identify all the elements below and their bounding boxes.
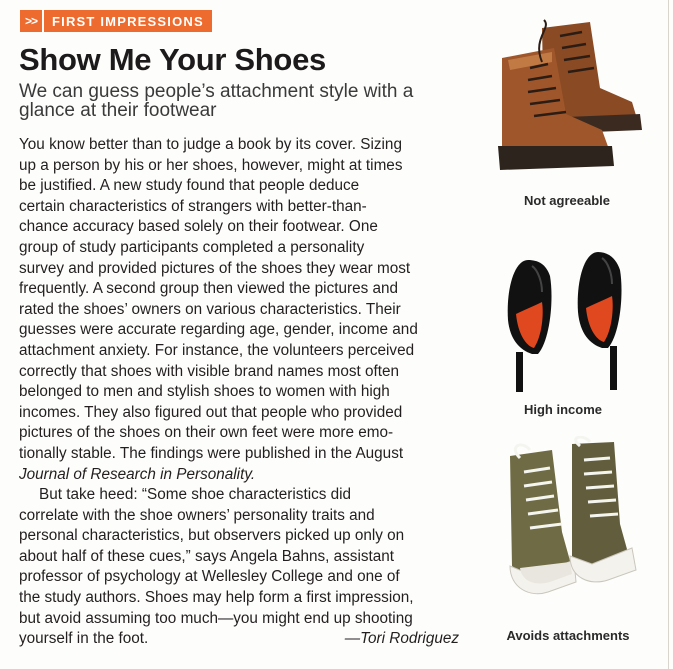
- black-heels-icon: [480, 230, 650, 400]
- body-line: tionally stable. The findings were published in the August: [19, 444, 404, 462]
- body-line: survey and provided pictures of the shoes they wear most: [19, 259, 411, 277]
- photo-caption: Not agreeable: [524, 193, 610, 208]
- page-edge-rule: [668, 0, 669, 669]
- body-line: correctly that shoes with visible brand names most often: [19, 362, 400, 380]
- photo-caption: Avoids attachments: [506, 628, 630, 643]
- body-line: correlate with the shoe owners’ personality traits and: [19, 506, 375, 524]
- photo-caption: High income: [523, 402, 602, 417]
- body-line: rated the shoes’ owners on various characteristics. Their: [19, 300, 401, 318]
- article-body: [19, 135, 459, 650]
- body-line: but avoid assuming too much—you might end up shooting: [19, 609, 413, 627]
- body-line: incomes. They also figured out that people who provided: [19, 403, 403, 421]
- headline: Show Me Your Shoes: [19, 42, 326, 77]
- body-line: be justified. A new study found that people deduce: [19, 177, 360, 195]
- journal-title: Journal of Research in Personality.: [19, 465, 256, 483]
- paragraph-1: [19, 135, 459, 485]
- body-line: belonged to men and stylish shoes to women with high: [19, 383, 390, 401]
- byline: —Tori Rodriguez: [344, 630, 459, 648]
- body-line: group of study participants completed a personality: [19, 238, 365, 256]
- body-line: chance accuracy based solely on their footwear. One: [19, 218, 378, 236]
- section-kicker: [20, 10, 212, 32]
- body-line: guesses were accurate regarding age, gender, income and: [19, 321, 418, 339]
- body-line: about half of these cues,” says Angela Bahns, assistant: [19, 547, 395, 565]
- body-line: frequently. A second group then viewed the pictures and: [19, 280, 398, 298]
- last-line: [19, 629, 459, 650]
- chevron-icon: >>: [20, 10, 42, 32]
- body-line: up a person by his or her shoes, however, might at times: [19, 156, 403, 174]
- paragraph-2: [19, 485, 459, 650]
- body-line: professor of psychology at Wellesley College and one of: [19, 568, 400, 586]
- section-label: FIRST IMPRESSIONS: [44, 10, 212, 32]
- deck: We can guess people’s attachment style with a glance at their footwear: [19, 81, 414, 121]
- body-line: personal characteristics, but observers picked up only on: [19, 527, 405, 545]
- body-line: yourself in the foot.: [19, 630, 149, 648]
- body-line: But take heed: “Some shoe characteristics did: [39, 486, 352, 504]
- body-line: certain characteristics of strangers with better-than-: [19, 197, 367, 215]
- body-line: attachment anxiety. For instance, the volunteers perceived: [19, 341, 415, 359]
- body-line: You know better than to judge a book by its cover. Sizing: [19, 136, 402, 153]
- body-line: pictures of the shoes on their own feet were more emo-: [19, 424, 394, 442]
- body-line: the study authors. Shoes may help form a first impression,: [19, 589, 414, 607]
- brown-boots-icon: [472, 18, 652, 178]
- green-sneakers-icon: [480, 436, 650, 622]
